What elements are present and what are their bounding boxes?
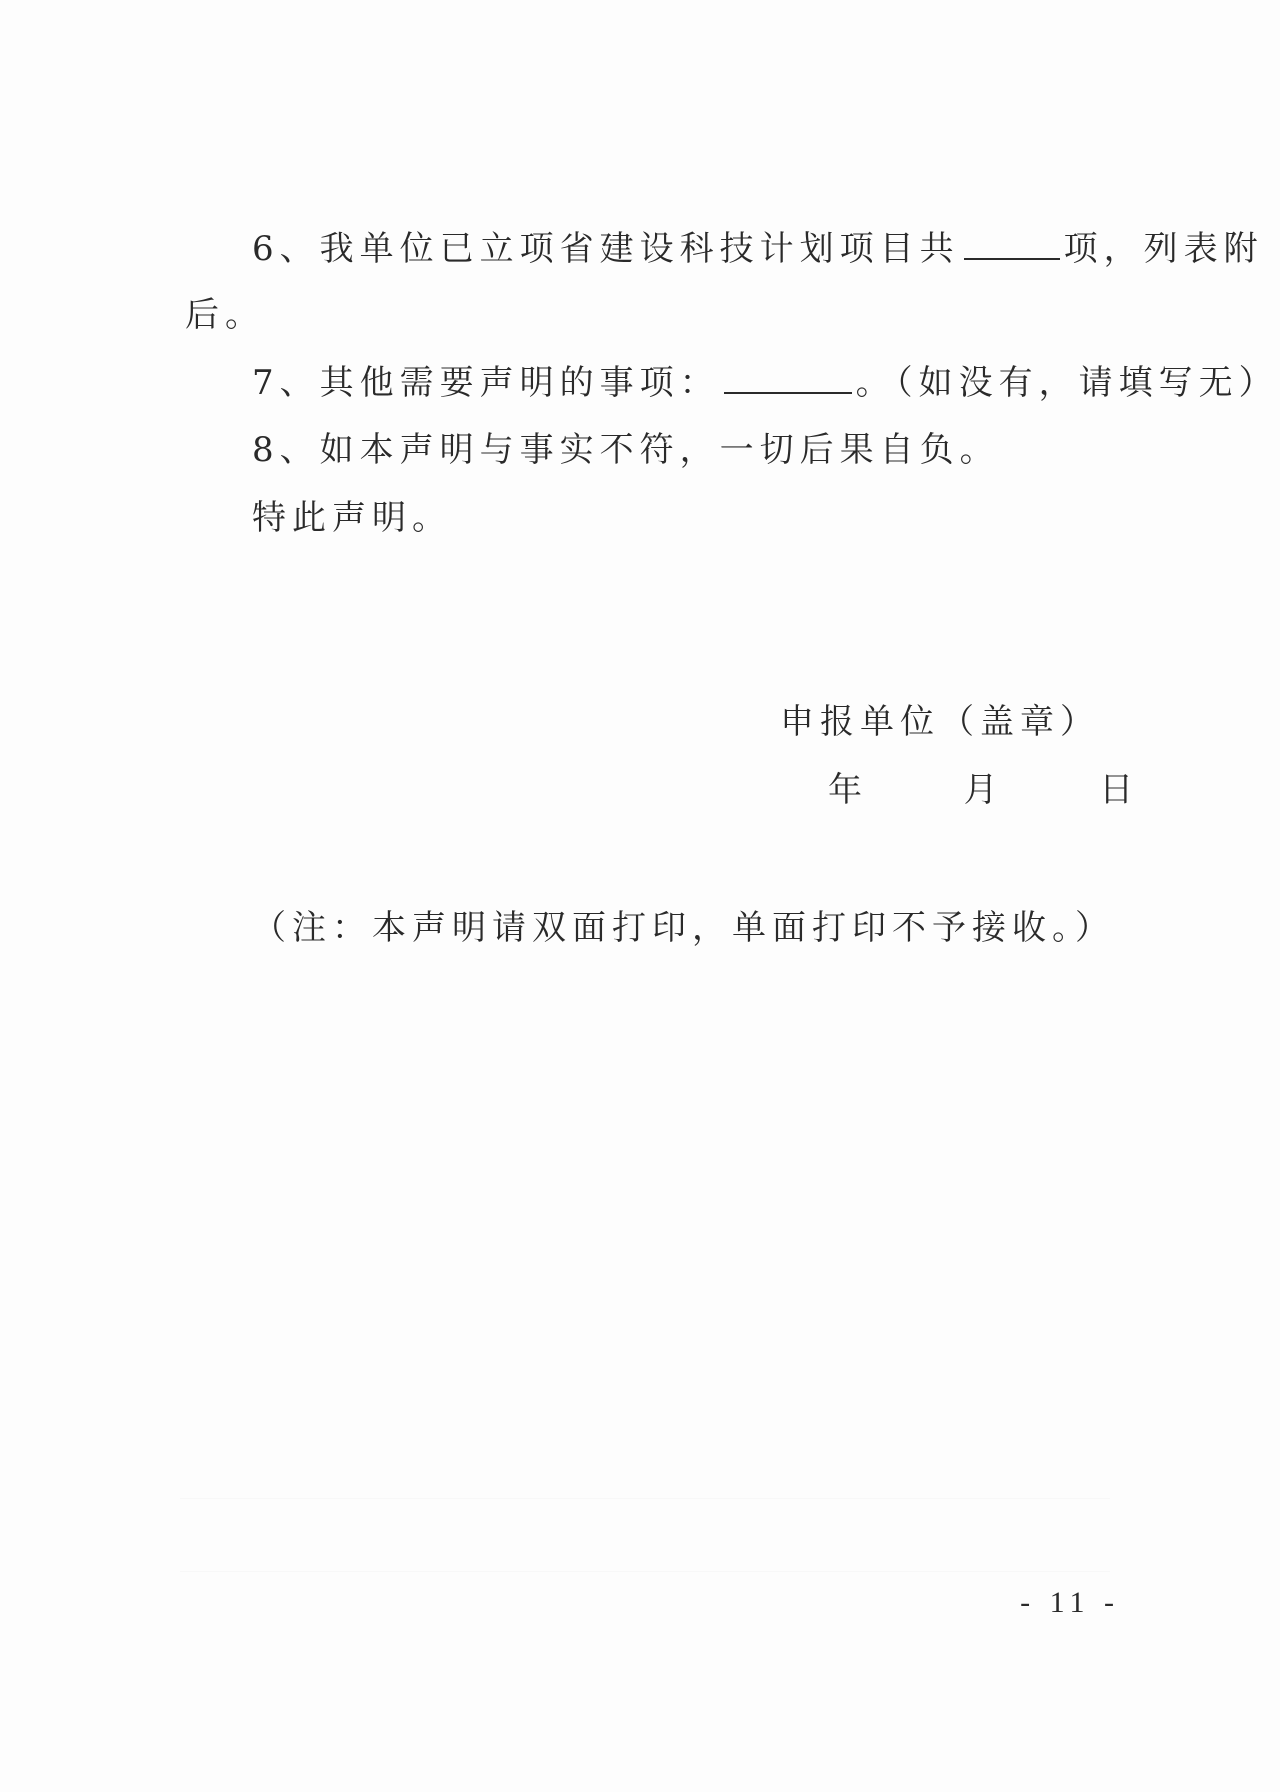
date-month-label: 月 xyxy=(963,770,1004,810)
page-number: - 11 - xyxy=(1020,1586,1120,1619)
item-6-suffix: 项，列表附 xyxy=(1063,229,1264,269)
item-6-prefix: 6、我单位已立项省建设科技计划项目共 xyxy=(252,229,960,269)
item-6-line xyxy=(252,228,1264,269)
date-day-label: 日 xyxy=(1099,770,1140,810)
closing-statement: 特此声明。 xyxy=(252,498,452,538)
signature-date xyxy=(828,770,1139,810)
item-7-line xyxy=(252,362,1279,403)
print-note: （注：本声明请双面打印，单面打印不予接收。） xyxy=(252,908,1115,948)
item-7-prefix: 7、其他需要声明的事项： xyxy=(252,363,720,403)
item-6-blank xyxy=(964,228,1060,260)
item-8-line: 8、如本声明与事实不符，一切后果自负。 xyxy=(252,430,1000,470)
item-7-suffix: 。（如没有，请填写无） xyxy=(855,363,1279,403)
date-year-label: 年 xyxy=(828,770,868,810)
item-7-blank xyxy=(724,362,852,394)
signature-unit: 申报单位（盖章） xyxy=(780,702,1100,742)
faint-footer-band xyxy=(180,1498,1110,1572)
item-6-continuation: 后。 xyxy=(185,295,265,335)
